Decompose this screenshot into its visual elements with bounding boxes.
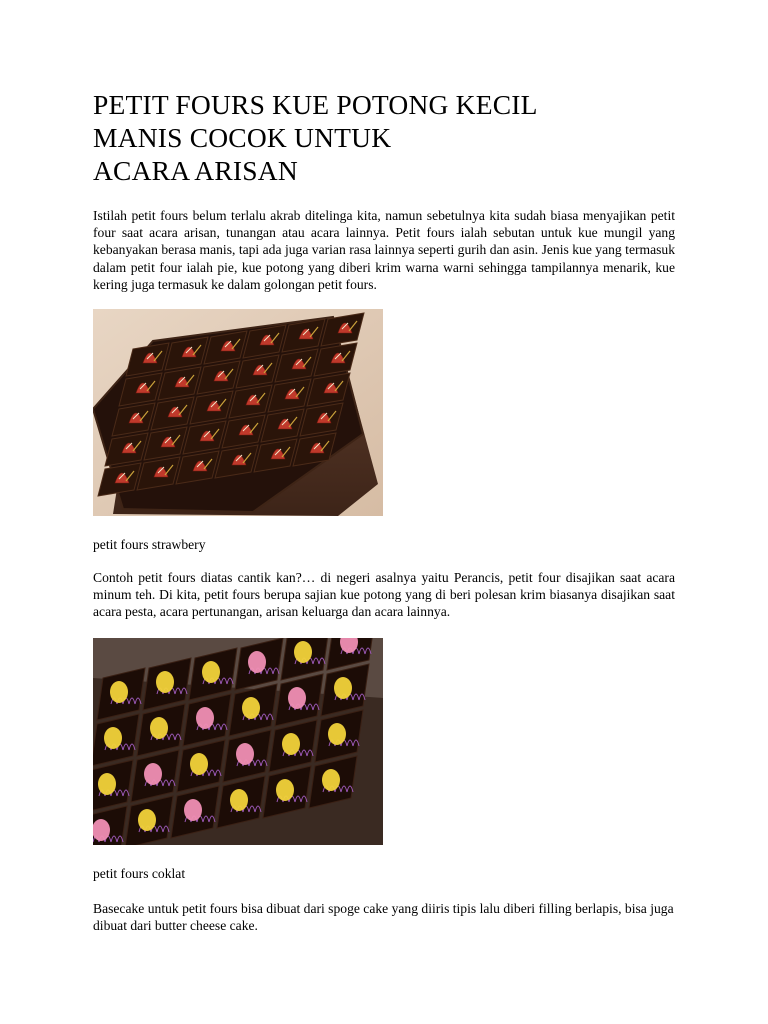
document-page bbox=[93, 88, 675, 934]
strawberry-petit-fours-image bbox=[93, 309, 383, 516]
caption-strawberry: petit fours strawbery bbox=[93, 537, 206, 553]
body-paragraph-3: Basecake untuk petit fours bisa dibuat dari spoge cake yang diiris tipis lalu diberi filling berlapis, bisa juga dibuat dari butter cheese cake. bbox=[93, 900, 674, 933]
title-line-1: PETIT FOURS KUE POTONG KECIL bbox=[93, 89, 538, 120]
title-line-3: ACARA ARISAN bbox=[93, 155, 298, 186]
title-line-2: MANIS COCOK UNTUK bbox=[93, 122, 392, 153]
body-paragraph-2: Contoh petit fours diatas cantik kan?… di negeri asalnya yaitu Perancis, petit four disajikan saat acara minum teh. Di kita, petit fours berupa sajian kue potong yang di beri polesan krim biasanya disajikan saat acara pesta, acara pertunangan, arisan keluarga dan acara lainnya. bbox=[93, 570, 675, 620]
intro-paragraph: Istilah petit fours belum terlalu akrab ditelinga kita, namun sebetulnya kita sudah biasa menyajikan petit four saat acara arisan, tunangan atau acara lainnya. Petit fours ialah sebutan untuk kue mungil yang kebanyakan berasa manis, tapi ada juga varian rasa lainnya seperti gurih dan asin. Jenis kue yang termasuk dalam petit four ialah pie, kue potong yang diberi krim warna warni sehingga tampilannya menarik, kue kering juga termasuk ke dalam golongan petit fours. bbox=[93, 208, 675, 292]
page-title bbox=[93, 88, 675, 187]
chocolate-petit-fours-image bbox=[93, 638, 383, 845]
caption-chocolate: petit fours coklat bbox=[93, 865, 186, 881]
